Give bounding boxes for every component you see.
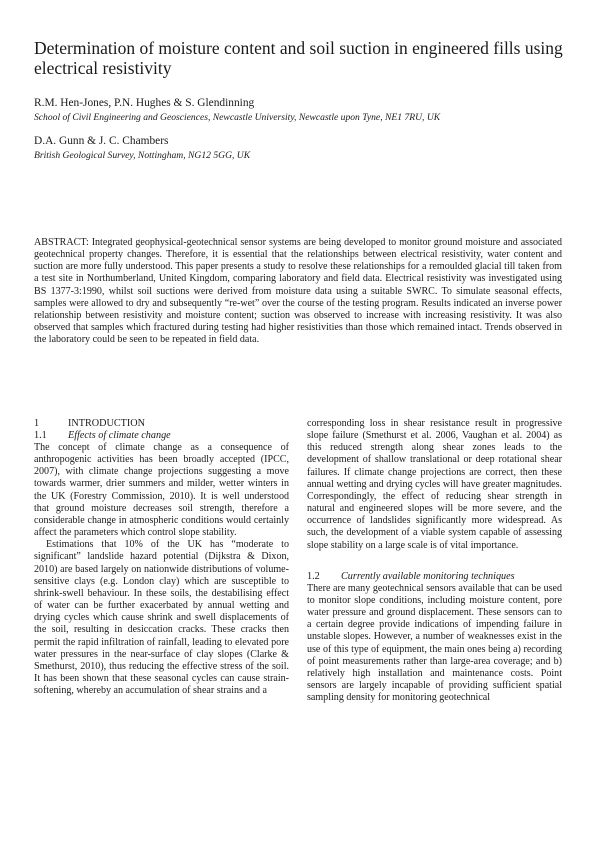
abstract: ABSTRACT: Integrated geophysical-geotechnical sensor systems are being developed to monitor ground moisture and associated geotechnical property changes. Therefore, it is essential that the relationships between electrical resistivity, water content and suction are more fully understood. This paper presents a study to resolve these relationships for a remoulded glacial till taken from a test site in Northumberland, United Kingdom, comparing laboratory and field data. Electrical resistivity was investigated using BS 1377-3:1990, whilst soil suctions were derived from moisture data using a suitable SWRC. To simulate seasonal effects, samples were allowed to dry and subsequently “re-wet” over the course of the testing program. Results indicated an inverse power relationship between resistivity and moisture content; suction was observed to increase with increasing resistivity. It was also observed that samples which fractured during testing had higher resistivities than those which remained intact. Trends observed in the laboratory could be seen to be repeated in field data. xyxy=(34,237,562,346)
section-heading-introduction: 1 INTRODUCTION xyxy=(34,418,145,429)
subsection-heading-climate-change: 1.1 Effects of climate change xyxy=(34,430,171,441)
column-right xyxy=(307,418,562,704)
affiliation-secondary: British Geological Survey, Nottingham, NG12 5GG, UK xyxy=(34,150,251,161)
column-left xyxy=(34,418,289,697)
body-paragraph-4: There are many geotechnical sensors available that can be used to monitor slope conditions, including moisture content, pore water pressure and ground displacement. These sensors can to a certain degree provide indications of impending failure in unstable slopes. However, a number of weaknesses exist in the use of this type of equipment, the main ones being a) recording of point measurements rather than large-area coverage; and b) relatively high installation and maintenance costs. Point sensors are largely incapable of providing sufficient spatial sampling density for monitoring geotechnical xyxy=(307,582,562,704)
body-paragraph-2: Estimations that 10% of the UK has “moderate to significant” landslide hazard potential (Dijkstra & Dixon, 2010) are based largely on nationwide distributions of volume-sensitive clays (e.g. London clay) which are susceptible to shrink-swell behaviour. In these soils, the destabilising effect of water can be further exacerbated by annual wetting and drying cycles which cause shrink and swell displacements of the soil, resulting in desiccation cracks. These cracks then permit the rapid infiltration of rainfall, leading to elevated pore water pressures in the near-surface of clay slopes (Clarke & Smethurst, 2010), thus reducing the effective stress of the soil. It has been shown that these seasonal cycles can cause strain-softening, whereby an accumulation of shear strains and a xyxy=(34,539,289,697)
authors-secondary: D.A. Gunn & J. C. Chambers xyxy=(34,135,169,147)
body-paragraph-1: The concept of climate change as a consequence of anthropogenic activities has been broadly accepted (IPCC, 2007), with climate change projections suggesting a move towards warmer, drier summers and milder, wetter winters in the UK (Forestry Commission, 2010). It is well understood that ground moisture decreases soil strength, therefore a considerable change in atmospheric conditions would certainly affect the parameters which control slope stability. xyxy=(34,442,289,539)
section-spacer xyxy=(307,552,562,571)
body-paragraph-3: corresponding loss in shear resistance result in progressive slope failure (Smethurst et al. 2006, Vaughan et al. 2004) as this reduced strength along shear zones leads to the development of shallow translational or deep rotational shear failures. If climate change projections are correct, then these annual wetting and drying cycles will have greater magnitudes. Correspondingly, the effect of reducing shear strength in natural and engineered slopes will be more severe, and the occurrence of landslides significantly more widespread. As such, the development of a viable system capable of assessing slope stability on a large scale is of vital importance. xyxy=(307,418,562,551)
affiliation-primary: School of Civil Engineering and Geosciences, Newcastle University, Newcastle upon Tyne, NE1 7RU, UK xyxy=(34,112,441,123)
paper-title: Determination of moisture content and soil suction in engineered fills using electrical resistivity xyxy=(34,38,563,78)
subsection-heading-monitoring-techniques: 1.2 Currently available monitoring techniques xyxy=(307,570,515,582)
authors-primary: R.M. Hen-Jones, P.N. Hughes & S. Glendinning xyxy=(34,97,255,109)
